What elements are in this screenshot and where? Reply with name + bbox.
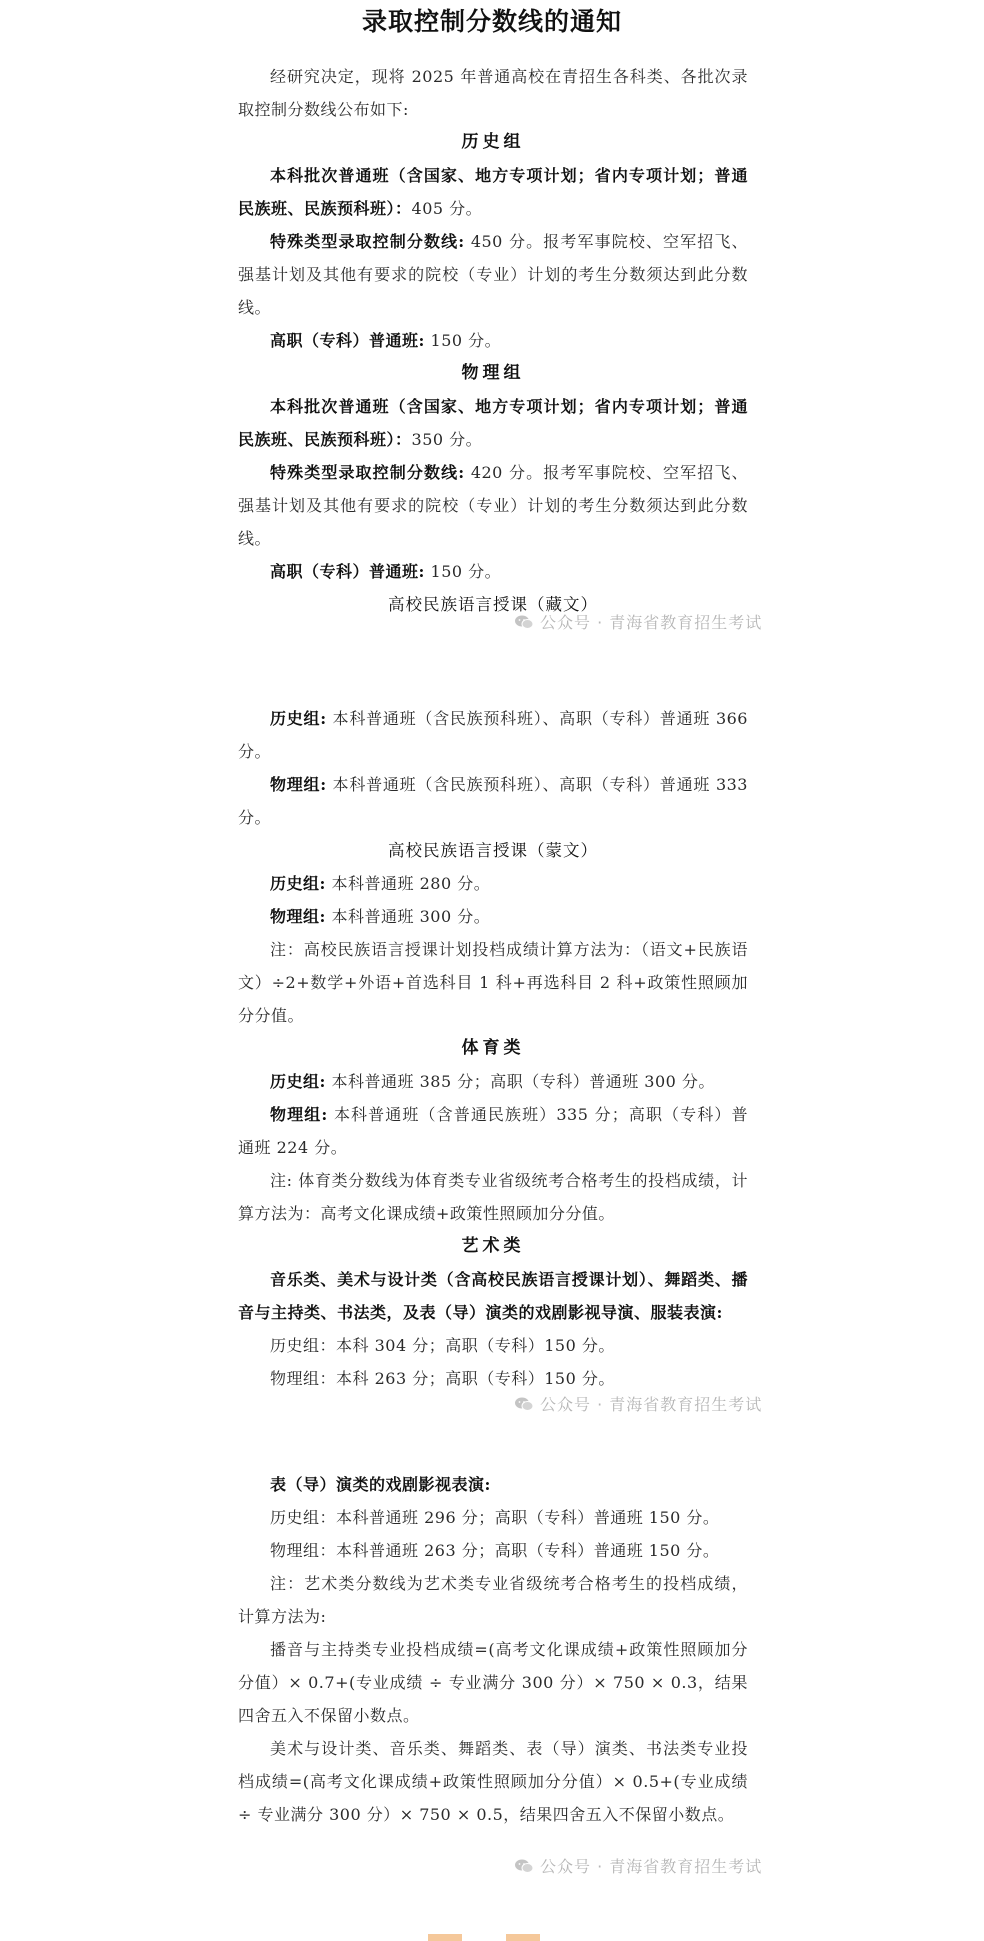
arts-heading: 艺术类: [461, 1236, 525, 1256]
wechat-icon: [514, 1858, 534, 1874]
watermark: [514, 1392, 762, 1415]
history-special-label: 特殊类型录取控制分数线:: [270, 232, 465, 251]
arts-formula-2: 美术与设计类、音乐类、舞蹈类、表（导）演类、书法类专业投档成绩=(高考文化课成绩+政策性照顾加分分值）× 0.5+(专业成绩 ÷ 专业满分 300 分）× 750 × 0.5，结果四舍五入不保留小数点。: [238, 1739, 748, 1824]
tibetan-heading: 高校民族语言授课（藏文）: [388, 595, 598, 614]
history-special-line: [238, 225, 748, 324]
arts-note: 注：艺术类分数线为艺术类专业省级统考合格考生的投档成绩，计算方法为:: [238, 1574, 748, 1626]
mongolian-history-value: 本科普通班 280 分。: [325, 874, 491, 893]
arts-formula-1: 播音与主持类专业投档成绩=(高考文化课成绩+政策性照顾加分分值）× 0.7+(专业成绩 ÷ 专业满分 300 分）× 750 × 0.3，结果四舍五入不保留小数点。: [238, 1640, 748, 1725]
mongolian-history-line: [238, 867, 748, 900]
tibetan-physics-line: [238, 768, 748, 834]
sports-physics-value: 本科普通班（含普通民族班）335 分；高职（专科）普通班 224 分。: [238, 1105, 748, 1157]
history-special-value: 450 分。报考军事院校、空军招飞、强基计划及其他有要求的院校（专业）计划的考生分数须达到此分数线。: [238, 232, 748, 317]
tibetan-history-value: 本科普通班（含民族预科班）、高职（专科）普通班 366 分。: [238, 709, 748, 761]
mongolian-heading: 高校民族语言授课（蒙文）: [388, 841, 598, 860]
sports-physics-line: [238, 1098, 748, 1164]
bottom-accent-mark: [506, 1934, 540, 1941]
arts-group1-label-text: 音乐类、美术与设计类（含高校民族语言授课计划）、舞蹈类、播音与主持类、书法类，及表（导）演类的戏剧影视导演、服装表演:: [238, 1270, 748, 1322]
physics-group-heading: 物理组: [461, 363, 525, 383]
history-regular-value: 405 分。: [411, 199, 483, 218]
arts-group1-label: [238, 1263, 748, 1329]
watermark: [514, 1854, 762, 1877]
watermark-text: 公众号 · 青海省教育招生考试: [540, 613, 763, 632]
sports-history-value: 本科普通班 385 分；高职（专科）普通班 300 分。: [325, 1072, 715, 1091]
third-section: [238, 1468, 748, 1831]
arts-group2-label-text: 表（导）演类的戏剧影视表演:: [270, 1475, 491, 1494]
watermark-text: 公众号 · 青海省教育招生考试: [540, 1395, 763, 1414]
physics-vocational-value: 150 分。: [424, 562, 502, 581]
bottom-accent-mark: [428, 1934, 462, 1941]
page-title: 录取控制分数线的通知: [361, 7, 622, 36]
physics-regular-value: 350 分。: [411, 430, 483, 449]
arts-group2-physics: 物理组：本科普通班 263 分；高职（专科）普通班 150 分。: [270, 1541, 720, 1560]
tibetan-history-label: 历史组:: [270, 709, 327, 728]
mongolian-physics-value: 本科普通班 300 分。: [325, 907, 491, 926]
tibetan-physics-value: 本科普通班（含民族预科班）、高职（专科）普通班 333 分。: [238, 775, 748, 827]
arts-group1-history: 历史组：本科 304 分；高职（专科）150 分。: [270, 1336, 615, 1355]
sports-history-line: [238, 1065, 748, 1098]
history-vocational-line: [238, 324, 748, 357]
intro-paragraph: 经研究决定，现将 2025 年普通高校在青招生各科类、各批次录取控制分数线公布如下:: [238, 67, 748, 119]
watermark: [514, 610, 762, 633]
arts-group2-label: [238, 1468, 748, 1501]
watermark-text: 公众号 · 青海省教育招生考试: [540, 1857, 763, 1876]
history-regular-line: [238, 159, 748, 225]
physics-regular-line: [238, 390, 748, 456]
history-vocational-label: 高职（专科）普通班:: [270, 331, 425, 350]
wechat-icon: [514, 1396, 534, 1412]
history-vocational-value: 150 分。: [424, 331, 502, 350]
sports-history-label: 历史组:: [270, 1072, 326, 1091]
tibetan-history-line: [238, 702, 748, 768]
wechat-icon: [514, 614, 534, 630]
sports-physics-label: 物理组:: [270, 1105, 328, 1124]
mongolian-history-label: 历史组:: [270, 874, 326, 893]
mongolian-note: 注：高校民族语言授课计划投档成绩计算方法为：（语文+民族语文）÷2+数学+外语+首选科目 1 科+再选科目 2 科+政策性照顾加分分值。: [238, 940, 748, 1025]
tibetan-physics-label: 物理组:: [270, 775, 327, 794]
physics-vocational-line: [238, 555, 748, 588]
physics-special-value: 420 分。报考军事院校、空军招飞、强基计划及其他有要求的院校（专业）计划的考生分数须达到此分数线。: [238, 463, 748, 548]
sports-note: 注: 体育类分数线为体育类专业省级统考合格考生的投档成绩，计算方法为：高考文化课成绩+政策性照顾加分分值。: [238, 1171, 748, 1223]
physics-regular-label: 本科批次普通班（含国家、地方专项计划；省内专项计划；普通民族班、民族预科班）：: [238, 397, 748, 449]
physics-special-line: [238, 456, 748, 555]
arts-group2-history: 历史组：本科普通班 296 分；高职（专科）普通班 150 分。: [270, 1508, 720, 1527]
second-section: [238, 702, 748, 1395]
arts-group1-physics: 物理组：本科 263 分；高职（专科）150 分。: [270, 1369, 615, 1388]
history-group-heading: 历史组: [461, 132, 525, 152]
physics-special-label: 特殊类型录取控制分数线:: [270, 463, 465, 482]
physics-vocational-label: 高职（专科）普通班:: [270, 562, 425, 581]
mongolian-physics-line: [238, 900, 748, 933]
sports-heading: 体育类: [461, 1038, 525, 1058]
main-section: [238, 60, 748, 621]
mongolian-physics-label: 物理组:: [270, 907, 326, 926]
history-regular-label: 本科批次普通班（含国家、地方专项计划；省内专项计划；普通民族班、民族预科班）：: [238, 166, 748, 218]
